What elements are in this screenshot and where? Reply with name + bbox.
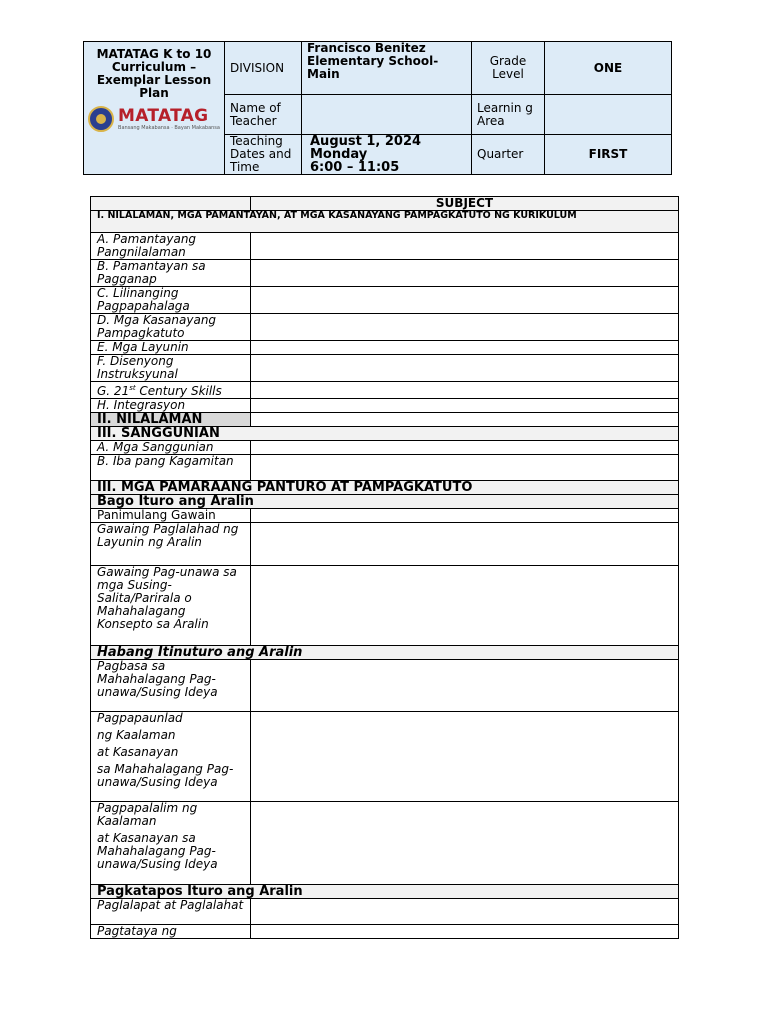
after-lesson-item: Pagtataya ng [91,925,251,939]
deped-seal-icon [88,106,114,132]
section-1-item: B. Pamantayan sa Pagganap [91,260,251,287]
before-lesson-item: Gawaing Paglalahad ng Layunin ng Aralin [91,523,251,566]
section-2-title: II. NILALAMAN [91,413,251,427]
day-line: Monday [310,147,368,162]
lesson-plan-body-table [90,196,679,939]
curriculum-title: MATATAG K to 10 Curriculum – Exemplar Lesson Plan [96,47,212,100]
during-lesson-item: Pagbasa sa Mahahalagang Pag-unawa/Susing Ideya [91,660,251,712]
teaching-dates-value [302,135,472,175]
during-lesson-title: Habang Itinuturo ang Aralin [91,646,679,660]
lesson-plan-header-table [83,41,672,175]
date-line: August 1, 2024 [310,134,422,149]
teacher-value [302,95,472,135]
section-1-item: C. Lilinanging Pagpapahalaga [91,287,251,314]
section-1-item: F. Disenyong Instruksyunal [91,355,251,382]
before-lesson-item: Gawaing Pag-unawa sa mga Susing-Salita/Parirala o Mahahalagang Konsepto sa Aralin [91,566,251,646]
division-value: Francisco Benitez Elementary School-Main [302,42,472,95]
logo-wordmark: MATATAG [118,106,209,126]
time-line: 6:00 – 11:05 [310,160,400,175]
during-lesson-item-development: Pagpapaunlad ng Kaalaman at Kasanayan sa Mahahalagang Pag-unawa/Susing Ideya [91,712,251,802]
after-lesson-title: Pagkatapos Ituro ang Aralin [91,885,679,899]
logo-tagline: Bansang Makabansa · Bayan Makabansa [118,125,220,131]
section-3-title: III. SANGGUNIAN [91,427,679,441]
grade-level-value: ONE [545,42,672,95]
section-3-item: B. Iba pang Kagamitan [91,455,251,481]
section-1-item: E. Mga Layunin [91,341,251,355]
section-1-item: D. Mga Kasanayang Pampagkatuto [91,314,251,341]
quarter-label: Quarter [472,135,545,175]
teacher-label: Name of Teacher [225,95,302,135]
subject-header: SUBJECT [251,197,679,211]
section-1-item: A. Pamantayang Pangnilalaman [91,233,251,260]
division-label: DIVISION [225,42,302,95]
grade-level-label: Grade Level [472,42,545,95]
section-1-title: I. NILALAMAN, MGA PAMANTAYAN, AT MGA KASANAYANG PAMPAGKATUTO NG KURIKULUM [91,211,679,233]
after-lesson-item: Paglalapat at Paglalahat [91,899,251,925]
quarter-value: FIRST [545,135,672,175]
curriculum-brand-cell [84,42,225,175]
section-3-item: A. Mga Sanggunian [91,441,251,455]
section-4-title: III. MGA PAMARAANG PANTURO AT PAMPAGKATUTO [91,481,679,495]
matatag-logo [87,106,221,132]
section-1-item-21st-century: G. 21st Century Skills [91,382,251,399]
section-1-item: H. Integrasyon [91,399,251,413]
during-lesson-item-deepening: Pagpapalalim ng Kaalaman at Kasanayan sa Mahahalagang Pag-unawa/Susing Ideya [91,802,251,885]
teaching-dates-label: Teaching Dates and Time [225,135,302,175]
learning-area-label: Learnin g Area [472,95,545,135]
before-lesson-item: Panimulang Gawain [91,509,251,523]
learning-area-value [545,95,672,135]
before-lesson-title: Bago Ituro ang Aralin [91,495,679,509]
